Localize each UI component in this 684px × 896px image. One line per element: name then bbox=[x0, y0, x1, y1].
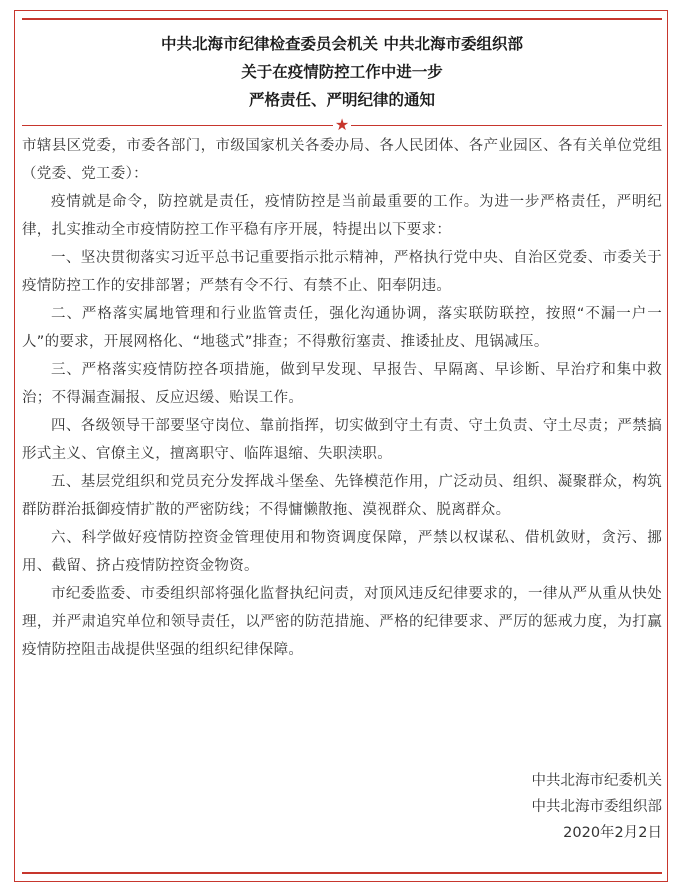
title-divider bbox=[22, 115, 662, 134]
signature-org-2: 中共北海市委组织部 bbox=[531, 799, 662, 815]
paragraph-5: 五、基层党组织和党员充分发挥战斗堡垒、先锋模范作用，广泛动员、组织、凝聚群众，构筑群防群治抵御疫情扩散的严密防线；不得慵懒散拖、漠视群众、脱离群众。 bbox=[22, 474, 662, 518]
paragraph-intro: 疫情就是命令，防控就是责任，疫情防控是当前最重要的工作。为进一步严格责任，严明纪律，扎实推动全市疫情防控工作平稳有序开展，特提出以下要求： bbox=[22, 194, 662, 238]
title-line-2: 关于在疫情防控工作中进一步 bbox=[241, 63, 443, 81]
signature-org-1: 中共北海市纪委机关 bbox=[531, 773, 662, 789]
signature-block bbox=[362, 768, 662, 846]
paragraph-6: 六、科学做好疫情防控资金管理使用和物资调度保障，严禁以权谋私、借机敛财，贪污、挪用、截留、挤占疫情防控资金物资。 bbox=[22, 530, 662, 574]
bottom-rule bbox=[22, 872, 662, 874]
notice-title bbox=[22, 30, 662, 114]
paragraph-2: 二、严格落实属地管理和行业监管责任，强化沟通协调，落实联防联控，按照“不漏一户一人”的要求，开展网格化、“地毯式”排查；不得敷衍塞责、推诿扯皮、甩锅减压。 bbox=[22, 306, 662, 350]
notice-body bbox=[22, 132, 662, 664]
salutation: 市辖县区党委，市委各部门，市级国家机关各委办局、各人民团体、各产业园区、各有关单位党组（党委、党工委）： bbox=[22, 138, 662, 182]
paragraph-1: 一、坚决贯彻落实习近平总书记重要指示批示精神，严格执行党中央、自治区党委、市委关于疫情防控工作的安排部署；严禁有令不行、有禁不止、阳奉阴违。 bbox=[22, 250, 662, 294]
top-rule bbox=[22, 18, 662, 20]
paragraph-3: 三、严格落实疫情防控各项措施，做到早发现、早报告、早隔离、早诊断、早治疗和集中救治；不得漏查漏报、反应迟缓、贻误工作。 bbox=[22, 362, 662, 406]
star-icon: ★ bbox=[334, 115, 350, 134]
paragraph-4: 四、各级领导干部要坚守岗位、靠前指挥，切实做到守土有责、守土负责、守土尽责；严禁搞形式主义、官僚主义，擅离职守、临阵退缩、失职渎职。 bbox=[22, 418, 662, 462]
title-line-3: 严格责任、严明纪律的通知 bbox=[248, 91, 435, 109]
signature-date: 2020年2月2日 bbox=[563, 825, 662, 841]
title-line-1: 中共北海市纪律检查委员会机关 中共北海市委组织部 bbox=[161, 35, 523, 53]
paragraph-closing: 市纪委监委、市委组织部将强化监督执纪问责，对顶风违反纪律要求的，一律从严从重从快处理，并严肃追究单位和领导责任，以严密的防范措施、严格的纪律要求、严厉的惩戒力度，为打赢疫情防控阻击战提供坚强的组织纪律保障。 bbox=[22, 586, 662, 658]
